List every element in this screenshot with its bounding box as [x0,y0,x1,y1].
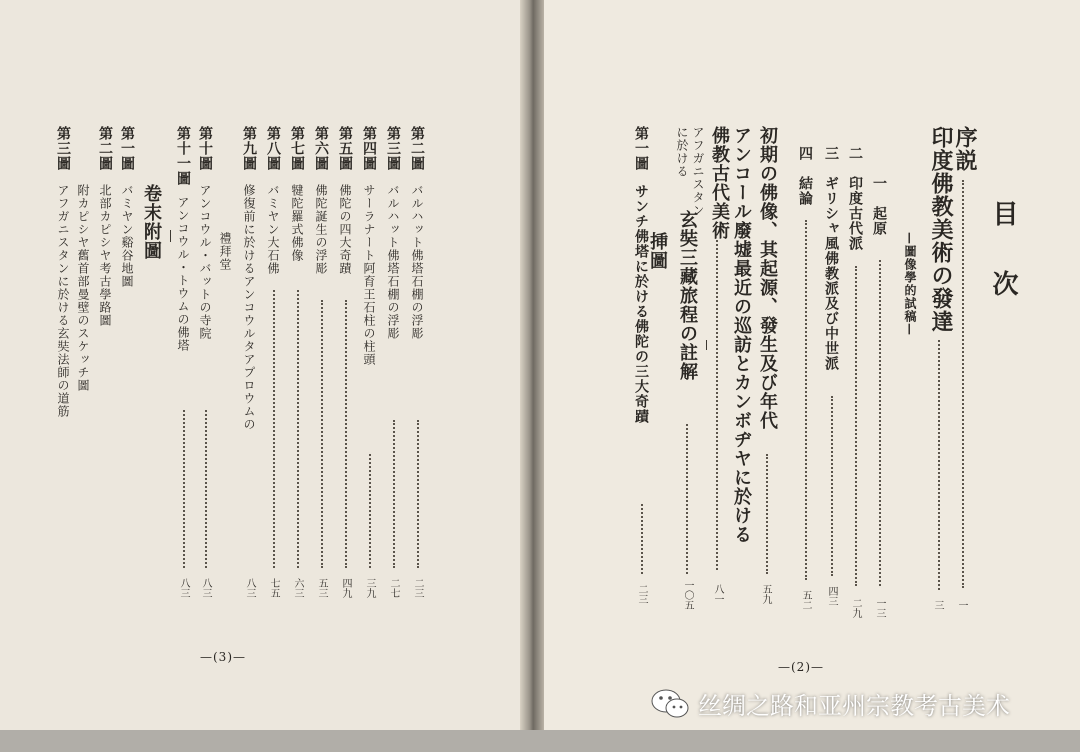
book-gutter [520,0,544,730]
chapter3-title-line2: 佛教古代美術 [709,126,730,240]
fig-row-title: 佛陀の四大奇蹟 [338,184,352,275]
preface-leader [962,180,964,588]
fig-row-label: 第十一圖 [175,126,191,186]
chapter2-title: 初期の佛像、其起源、發生及び年代 [757,126,778,430]
appendix-fig-label: 第二圖 [97,126,113,171]
section-4-num: 四 [797,146,813,161]
fig-row-label: 第三圖 [385,126,401,171]
fig-row-page: 八三 [200,578,211,598]
fig1-page: 二三 [636,584,647,604]
chapter4-title: 玄奘三藏旅程の註解 [677,210,698,381]
chapter4-prefix-2: に於ける [675,126,689,178]
fig-row-title: 修復前に於けるアンコウルタアプロウムの [242,184,256,431]
wechat-icon [650,687,690,721]
rule [706,340,707,350]
section-1-leader [879,260,881,586]
chapter1-subtitle: —圖像學的試稿— [903,232,917,336]
fig-row-leader [345,300,347,568]
fig-row-leader [297,290,299,568]
section-2-num: 二 [847,146,863,161]
appendix-fig-title: 附カピシヤ舊首部曼壁のスケッチ圖 [76,184,90,392]
bottom-strip [0,730,1080,752]
appendix-fig-title: アフガニスタンに於ける玄奘法師の道筋 [56,184,70,418]
chapter4-prefix-1: アフガニスタン [691,126,705,217]
fig-row-label: 第九圖 [241,126,257,171]
section-2-page: 二九 [850,598,861,618]
left-page [0,0,528,730]
fig-row-page: 五三 [316,578,327,598]
fig-row-label: 第五圖 [337,126,353,171]
appendix-fig-title: 北部カピシヤ考古學路圖 [98,184,112,327]
preface-title: 序説 [952,126,978,172]
chapter4-leader [686,424,688,574]
section-3-title: ギリシャ風佛教派及び中世派 [823,176,839,371]
fig-row-title: アンコウル・トウムの佛塔 [176,196,190,352]
section-3-leader [831,396,833,576]
page-number: —(2)— [778,660,824,674]
preface-page: 一 [956,600,967,610]
chapter2-page: 五九 [760,584,771,604]
section-4-page: 五二 [800,590,811,610]
fig-row-page: 三九 [364,578,375,598]
chapter2-leader [766,454,768,574]
section-4-leader [805,220,807,580]
fig-row-leader [369,454,371,568]
fig-row-title: 犍陀羅式佛像 [290,184,304,262]
toc-heading-second: 次 [988,270,1018,297]
fig-row-label: 第四圖 [361,126,377,171]
fig-row-leader [393,420,395,568]
chapter3-leader [716,240,718,570]
fig-row-title: バルハット佛塔石棚の浮彫 [386,184,400,340]
watermark-text: 丝绸之路和亚州宗教考古美术 [698,692,1010,720]
chapter3-title-line1: アンコール廢墟最近の巡訪とカンボヂヤに於ける [731,126,752,544]
fig-row-leader [205,410,207,568]
fig1-leader [641,504,643,574]
fig-row-title: 禮拜堂 [218,232,232,271]
fig-row-title: バミヤン大石佛 [266,184,280,275]
section-1-page: 一三 [874,598,885,618]
fig-row-leader [417,420,419,568]
fig-row-label: 第六圖 [313,126,329,171]
section-2-leader [855,266,857,586]
figures-heading: 挿圖 [647,232,668,270]
fig-row-title: 佛陀誕生の浮彫 [314,184,328,275]
fig1-label: 第一圖 [633,126,649,171]
chapter3-page: 八一 [712,584,723,604]
fig-row-leader [183,410,185,568]
fig-row-page: 七五 [268,578,279,598]
fig-row-title: サーラナート阿育王石柱の柱頭 [362,184,376,366]
page-number: —(3)— [200,650,246,664]
fig-row-label: 第十圖 [197,126,213,171]
appendix-fig-label: 第一圖 [119,126,135,171]
fig-row-label: 第八圖 [265,126,281,171]
section-2-title: 印度古代派 [847,176,863,251]
section-1-title: 起原 [871,206,887,236]
rule [170,230,171,242]
right-page [540,0,1080,730]
appendix-fig-title: バミヤン谿谷地圖 [120,184,134,288]
section-3-page: 四三 [826,586,837,606]
fig-row-page: 八三 [178,578,189,598]
section-1-num: 一 [871,176,887,191]
section-3-num: 三 [823,146,839,161]
fig-row-leader [273,290,275,568]
section-4-title: 結論 [797,176,813,206]
fig-row-title: バルハット佛塔石棚の浮彫 [410,184,424,340]
chapter4-page: 一〇五 [682,580,693,610]
chapter1-leader [938,340,940,590]
fig-row-page: 四九 [340,578,351,598]
fig-row-title: アンコウル・バットの寺院 [198,184,212,340]
fig-row-page: 二三 [412,578,423,598]
fig-row-leader [321,300,323,568]
fig-row-label: 第七圖 [289,126,305,171]
toc-heading-first: 目 [988,200,1018,227]
fig-row-page: 二七 [388,578,399,598]
appendix-fig-label: 第三圖 [55,126,71,171]
chapter1-page: 三 [932,600,943,610]
fig-row-page: 八三 [244,578,255,598]
chapter1-title: 印度佛教美術の發達 [928,126,954,333]
watermark [650,686,1010,721]
fig1-title: サンチ佛塔に於ける佛陀の三大奇蹟 [633,184,649,424]
appendix-title: 卷末附圖 [141,184,162,260]
fig-row-page: 六三 [292,578,303,598]
fig-row-label: 第二圖 [409,126,425,171]
